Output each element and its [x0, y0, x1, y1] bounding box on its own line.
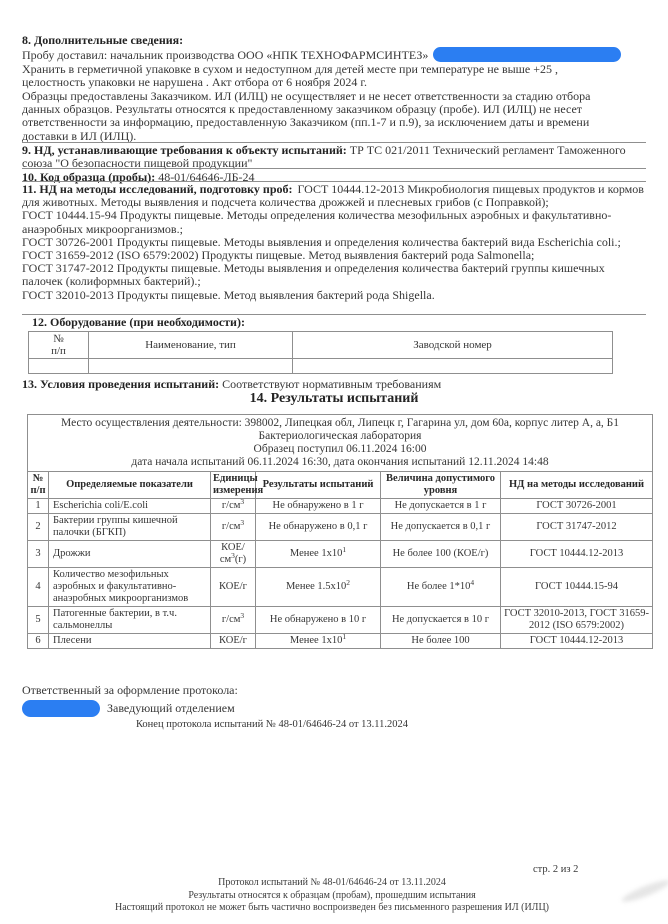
section-12-heading: 12. Оборудование (при необходимости): [32, 315, 245, 329]
section-8-line-delivered [22, 47, 646, 62]
norm-text: Не допускается в 1 г [394, 500, 487, 511]
cell-unit [211, 634, 256, 649]
result-sup: 1 [342, 632, 347, 641]
section-8-text-line: доставки в ИЛ (ИЛЦ). [22, 128, 137, 143]
section-8-text-line: целостность упаковки не нарушена . Акт отбора от 6 ноября 2024 г. [22, 75, 367, 90]
gost-method-entry: ГОСТ 10444.15-94 Продукты пищевые. Методы определения количества мезофильных аэробных и факультативно-анаэробных микроорганизмов.; [22, 208, 612, 236]
section-12-equipment [22, 314, 646, 329]
section-11-first-entry: ГОСТ 10444.12-2013 Микробиология пищевых продуктов и кормов для животных. Методы выявления и подсчета количества дрожжей и плесневых грибов (с Поправкой); [22, 182, 644, 210]
results-header-norm: Величина допустимого уровня [381, 472, 501, 499]
equipment-header-serial: Заводской номер [293, 332, 613, 359]
cell-row-number: 3 [28, 541, 49, 568]
cell-norm [381, 499, 501, 514]
section-11-label: 11. НД на методы исследований, подготовку проб: [22, 182, 293, 196]
results-rows [28, 499, 653, 649]
cell-indicator: Количество мезофильных аэробных и факультативно-анаэробных микроорганизмов [49, 568, 211, 607]
result-text: Менее 1.5x10 [285, 581, 347, 592]
results-header-num [28, 472, 49, 499]
cell-row-number: 2 [28, 514, 49, 541]
unit-sup: 3 [240, 611, 245, 620]
cell-method: ГОСТ 10444.12-2013 [501, 541, 653, 568]
cell-unit [211, 607, 256, 634]
results-header-method: НД на методы исследований [501, 472, 653, 499]
signature-block [22, 684, 238, 717]
section-11-first-entry-line [22, 183, 646, 209]
results-row [28, 514, 653, 541]
cell-indicator: Дрожжи [49, 541, 211, 568]
unit-sup: 3 [231, 551, 235, 560]
section-11-methods [22, 181, 646, 302]
section-13-text: Соответствуют нормативным требованиям [222, 377, 442, 391]
cell-unit [211, 541, 256, 568]
section-8-text-line: ответственности за информацию, предоставленную Заказчиком (пп.1-7 и п.9), за исключением даты и времени [22, 115, 590, 130]
cell-row-number: 4 [28, 568, 49, 607]
footer-block [24, 877, 640, 915]
section-8-text-line: Хранить в герметичной упаковке в сухом и недоступном для детей месте при температуре не выше +25 , [22, 61, 559, 76]
result-text: Не обнаружено в 10 г [269, 614, 367, 625]
result-text: Менее 1x10 [289, 635, 343, 646]
result-text: Менее 1x10 [289, 548, 343, 559]
cell-result [256, 499, 381, 514]
section-8-text-line: Образцы предоставлены Заказчиком. ИЛ (ИЛЦ) не осуществляет и не несет ответственности за стадию отбора [22, 88, 591, 103]
cell-row-number: 5 [28, 607, 49, 634]
cell-norm [381, 607, 501, 634]
signature-caption: Ответственный за оформление протокола: [22, 683, 238, 697]
unit-text: г/см [221, 521, 241, 532]
unit-text: г/см [221, 614, 241, 625]
norm-text: Не более 100 [411, 635, 470, 646]
unit-after: (г) [234, 554, 247, 565]
unit-sup: 3 [240, 518, 245, 527]
results-row [28, 541, 653, 568]
cell-unit [211, 568, 256, 607]
gost-method-entry: ГОСТ 31747-2012 Продукты пищевые. Методы выявления и определения количества бактерий группы кишечных палочек (колиформных бактерий).; [22, 261, 605, 289]
equipment-header-num [29, 332, 89, 359]
equipment-header-num-line1: № [53, 333, 64, 345]
footer-protocol-line: Протокол испытаний № 48-01/64646-24 от 13.11.2024 [218, 877, 446, 888]
equipment-empty-serial [293, 359, 613, 374]
results-header-result: Результаты испытаний [256, 472, 381, 499]
cell-result [256, 634, 381, 649]
cell-result [256, 541, 381, 568]
result-sup: 1 [342, 545, 347, 554]
unit-text: г/см [221, 500, 241, 511]
cell-norm [381, 541, 501, 568]
cell-unit [211, 514, 256, 541]
equipment-empty-row [29, 359, 613, 374]
equipment-empty-num [29, 359, 89, 374]
results-meta-lab: Бактериологическая лаборатория [258, 430, 422, 442]
cell-indicator: Escherichia coli/E.coli [49, 499, 211, 514]
section-9-text: ТР ТС 021/2011 Технический регламент Таможенного союза "О безопасности пищевой продукции" [22, 143, 626, 171]
result-text: Не обнаружено в 1 г [272, 500, 364, 511]
results-header-unit: Единицы измерения [211, 472, 256, 499]
cell-result [256, 514, 381, 541]
gost-method-entry: ГОСТ 32010-2013 Продукты пищевые. Метод выявления бактерий рода Shigella. [22, 287, 435, 302]
cell-norm [381, 634, 501, 649]
result-text: Не обнаружено в 0,1 г [268, 521, 368, 532]
cell-row-number: 6 [28, 634, 49, 649]
section-8-text-line: данных образцов. Результаты относятся к предоставленному заказчиком образцу (пробе). ИЛ (ИЛЦ) не несет [22, 102, 583, 117]
unit-text: КОЕ/г [219, 635, 247, 646]
equipment-header-name: Наименование, тип [89, 332, 293, 359]
norm-sup: 4 [470, 578, 475, 587]
results-row [28, 607, 653, 634]
cell-indicator: Патогенные бактерии, в т.ч. сальмонеллы [49, 607, 211, 634]
section-9-requirements [22, 142, 646, 170]
cell-method: ГОСТ 10444.12-2013 [501, 634, 653, 649]
results-meta-block [28, 415, 653, 472]
gost-method-entry: ГОСТ 30726-2001 Продукты пищевые. Методы выявления и определения количества бактерий вида Escherichia coli.; [22, 234, 621, 249]
results-table [27, 414, 653, 649]
cell-norm [381, 514, 501, 541]
norm-text: Не допускается в 0,1 г [390, 521, 491, 532]
result-sup: 2 [346, 578, 351, 587]
unit-text: КОЕ/г [219, 581, 247, 592]
norm-text: Не более 100 (КОЕ/г) [392, 548, 489, 559]
norm-text: Не допускается в 10 г [391, 614, 490, 625]
footer-results-line: Результаты относятся к образцам (пробам), прошедшим испытания [188, 889, 476, 901]
results-meta-dates: дата начала испытаний 06.11.2024 16:30, дата окончания испытаний 12.11.2024 14:48 [131, 456, 549, 468]
section-8-additional-info [22, 34, 646, 143]
cell-result [256, 568, 381, 607]
results-meta-address: Место осуществления деятельности: 398002, Липецкая обл, Липецк г, Гагарина ул, дом 60а, корпус литер А, а, Б1 [61, 417, 620, 429]
end-of-protocol-line: Конец протокола испытаний № 48-01/64646-24 от 13.11.2024 [135, 719, 409, 730]
cell-norm [381, 568, 501, 607]
footer-copy-line: Настоящий протокол не может быть частично воспроизведен без письменного разрешения ИЛ (ИЛЦ) [114, 902, 549, 913]
cell-method: ГОСТ 31747-2012 [501, 514, 653, 541]
redacted-signature [22, 700, 100, 717]
results-row [28, 634, 653, 649]
section-8-delivered-text: Пробу доставил: начальник производства ООО «НПК ТЕХНОФАРМСИНТЕЗ» [22, 48, 429, 63]
signature-line [22, 700, 238, 717]
equipment-table [28, 331, 613, 374]
results-header-indicator: Определяемые показатели [49, 472, 211, 499]
section-9-label: 9. НД, устанавливающие требования к объекту испытаний: [22, 143, 347, 157]
results-header-num-line2: п/п [30, 485, 46, 496]
signature-position: Заведующий отделением [107, 701, 235, 716]
section-10-value: 48-01/64646-ЛБ-24 [158, 170, 255, 184]
redacted-name [433, 47, 621, 62]
section-14-heading: 14. Результаты испытаний [249, 391, 419, 406]
unit-sup: 3 [240, 497, 245, 506]
cell-indicator: Бактерии группы кишечной палочки (БГКП) [49, 514, 211, 541]
results-row [28, 499, 653, 514]
section-10-label: 10. Код образца (пробы): [22, 170, 156, 184]
section-13-label: 13. Условия проведения испытаний: [22, 377, 220, 391]
cell-method: ГОСТ 32010-2013, ГОСТ 31659-2012 (ISO 6579:2002) [501, 607, 653, 634]
cell-indicator: Плесени [49, 634, 211, 649]
equipment-empty-name [89, 359, 293, 374]
section-11-entry-list [22, 209, 646, 301]
results-meta-received: Образец поступил 06.11.2024 16:00 [253, 443, 427, 455]
results-row [28, 568, 653, 607]
gost-method-entry: ГОСТ 31659-2012 (ISO 6579:2002) Продукты пищевые. Метод выявления бактерий рода Salmonella; [22, 248, 535, 263]
cell-unit [211, 499, 256, 514]
results-header-num-line1: № [32, 473, 44, 484]
page-number: стр. 2 из 2 [533, 864, 579, 875]
section-8-heading: 8. Дополнительные сведения: [22, 33, 184, 47]
cell-result [256, 607, 381, 634]
section-13-conditions [22, 378, 646, 391]
cell-row-number: 1 [28, 499, 49, 514]
unit-text: КОЕ/см [219, 542, 245, 565]
cell-method: ГОСТ 30726-2001 [501, 499, 653, 514]
norm-text: Не более 1*10 [406, 581, 471, 592]
equipment-header-num-line2: п/п [51, 345, 66, 357]
cell-method: ГОСТ 10444.15-94 [501, 568, 653, 607]
section-8-paragraph [22, 63, 646, 143]
